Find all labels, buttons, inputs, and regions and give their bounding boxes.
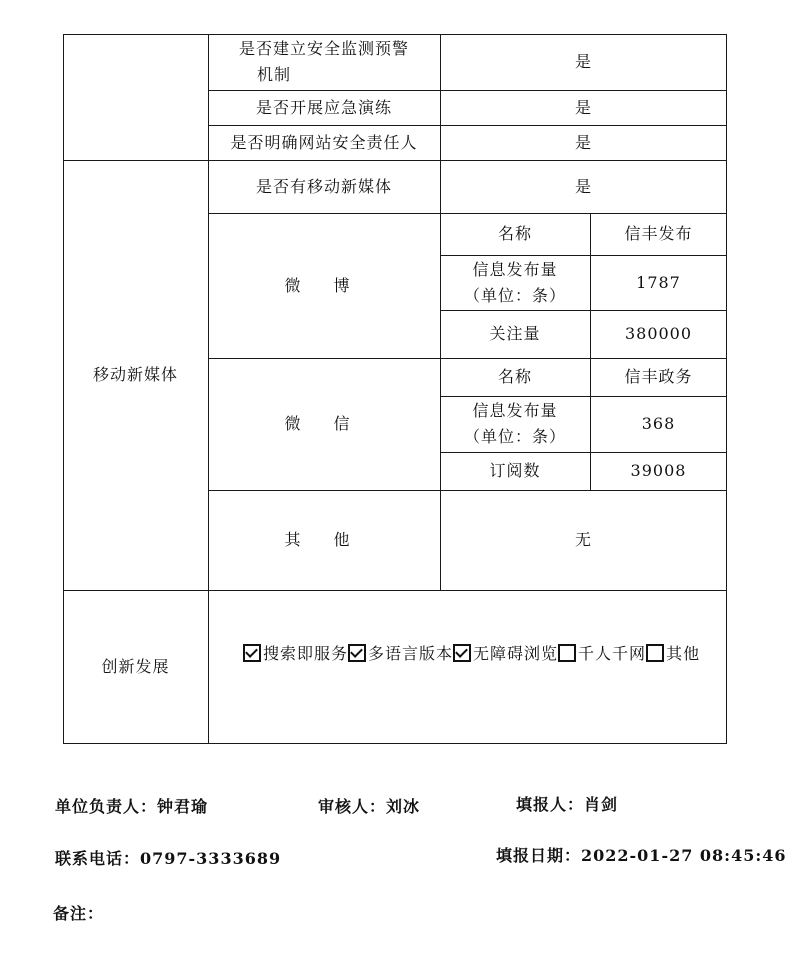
has-mobile-value: 是 — [574, 176, 592, 196]
reviewer: 审核人：刘冰 — [318, 797, 421, 816]
checkbox-accessibility[interactable] — [453, 644, 471, 662]
wechat-count-label-line2: （单位：条） — [463, 427, 566, 446]
weibo-follow-label: 关注量 — [489, 324, 541, 343]
responsible-label: 是否明确网站安全责任人 — [230, 132, 418, 152]
weibo-count-label — [440, 255, 590, 310]
has-mobile-label: 是否有移动新媒体 — [255, 176, 392, 196]
wechat-sub-value: 39008 — [630, 461, 687, 480]
wechat-sub-label: 订阅数 — [489, 461, 541, 480]
weibo-count-label-line2: （单位：条） — [463, 285, 566, 305]
weibo-follow-value: 380000 — [624, 324, 693, 343]
wechat-name-value: 信丰政务 — [624, 367, 693, 386]
weibo-count-value: 1787 — [636, 272, 681, 292]
option-personalized-label: 千人千网 — [578, 644, 647, 663]
innovation-options — [243, 641, 700, 664]
monitoring-label — [208, 34, 440, 90]
other-label: 其 他 — [284, 530, 364, 549]
drill-label: 是否开展应急演练 — [255, 97, 392, 117]
weibo-label: 微 博 — [284, 275, 364, 295]
wechat-count-label — [440, 396, 590, 452]
responsible-value: 是 — [574, 132, 592, 152]
monitoring-label-line2: 机制 — [256, 65, 291, 84]
wechat-name-label: 名称 — [497, 367, 532, 386]
option-accessibility-label: 无障碍浏览 — [473, 644, 559, 663]
option-multilanguage-label: 多语言版本 — [368, 644, 454, 663]
remark: 备注： — [53, 904, 105, 923]
drill-value: 是 — [574, 97, 592, 117]
filler: 填报人：肖剑 — [516, 795, 619, 814]
innovation-label: 创新发展 — [101, 656, 170, 676]
unit-head: 单位负责人：钟君瑜 — [55, 797, 209, 816]
weibo-name-value: 信丰发布 — [624, 224, 693, 243]
checkbox-other[interactable] — [646, 644, 664, 662]
monitoring-value: 是 — [574, 52, 592, 71]
option-search-service-label: 搜索即服务 — [263, 644, 349, 663]
checkbox-personalized[interactable] — [558, 644, 576, 662]
fill-date: 填报日期：2022-01-27 08:45:46 — [496, 846, 787, 865]
weibo-count-label-line1: 信息发布量 — [472, 259, 558, 279]
checkbox-search-service[interactable] — [243, 644, 261, 662]
weibo-name-label: 名称 — [497, 224, 532, 243]
option-other-label: 其他 — [666, 644, 701, 663]
mobile-section-label: 移动新媒体 — [92, 365, 178, 384]
phone: 联系电话：0797-3333689 — [55, 849, 282, 868]
wechat-count-label-line1: 信息发布量 — [472, 401, 558, 420]
wechat-label: 微 信 — [284, 414, 364, 433]
checkbox-multilanguage[interactable] — [348, 644, 366, 662]
monitoring-label-line1: 是否建立安全监测预警 — [238, 39, 409, 58]
other-value: 无 — [574, 530, 592, 549]
wechat-count-value: 368 — [641, 414, 676, 433]
